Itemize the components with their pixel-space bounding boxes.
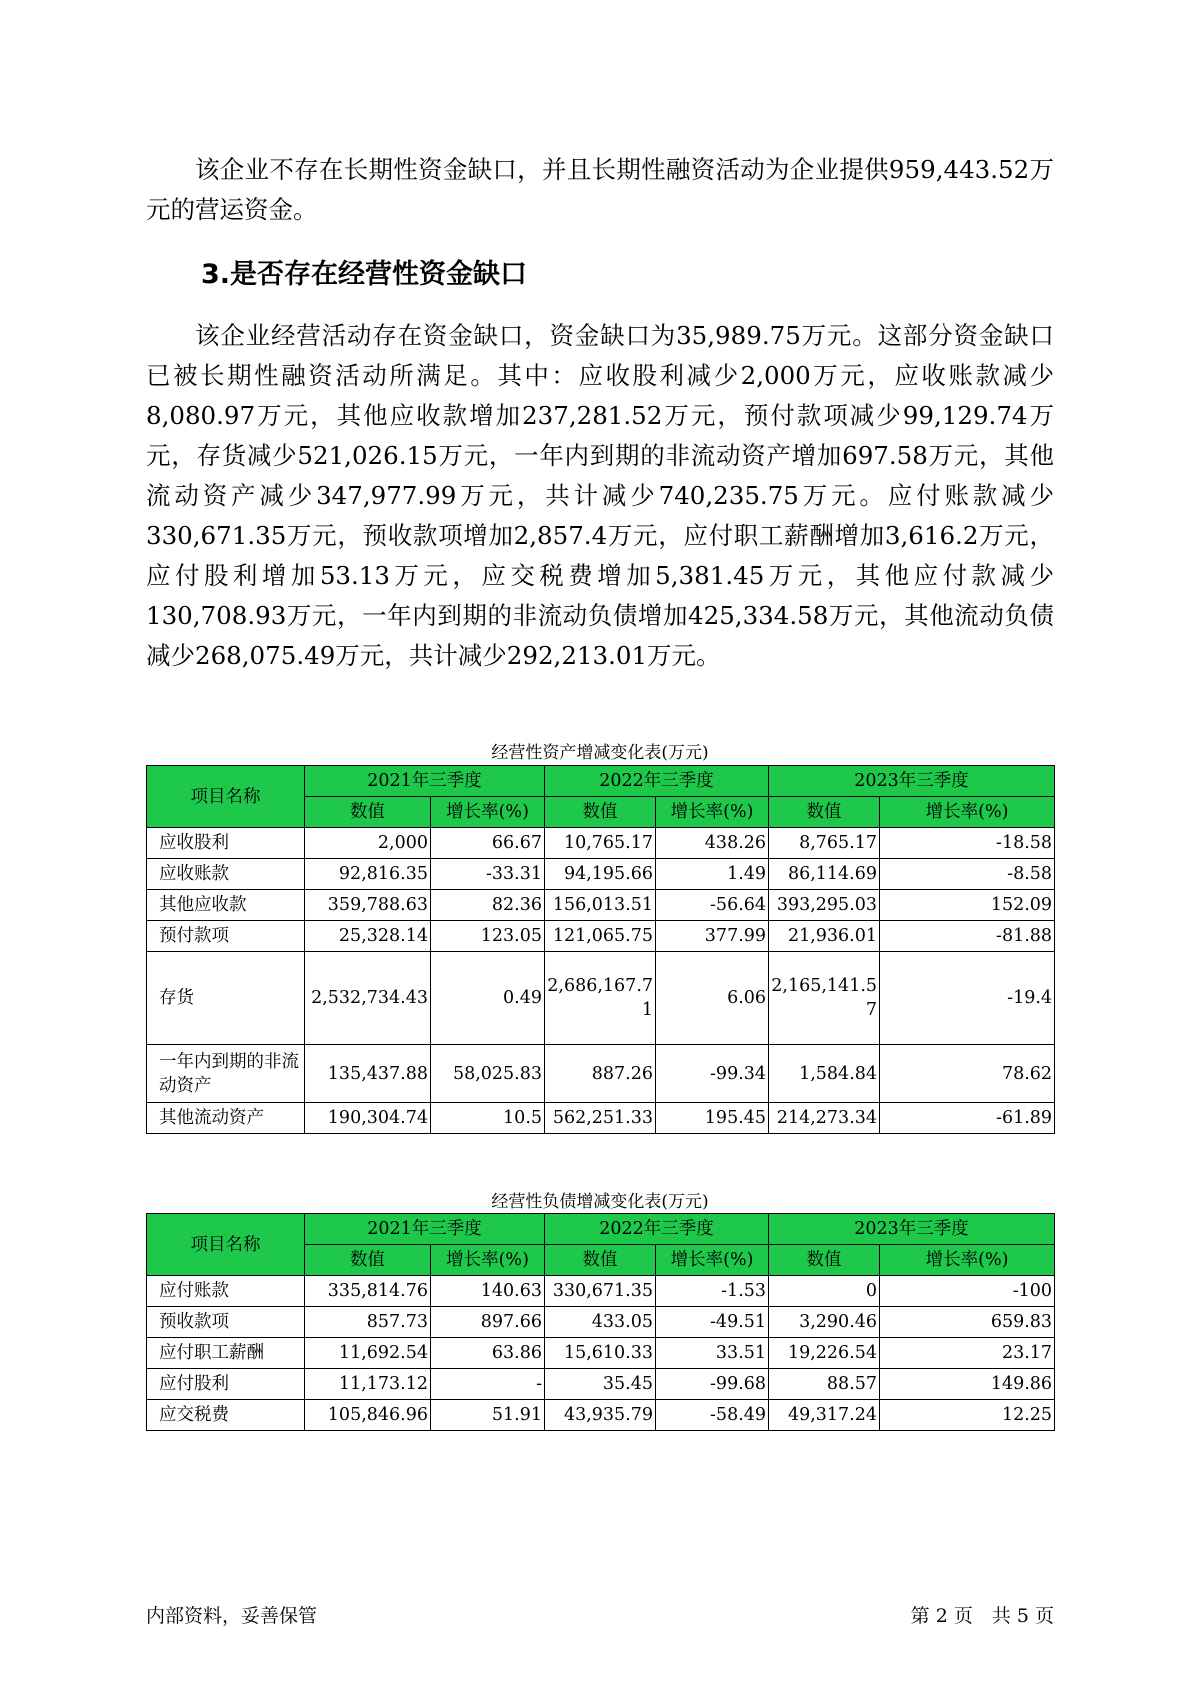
- table-row: [147, 828, 1055, 859]
- row-label: 应交税费: [147, 1400, 305, 1431]
- row-label: 应收股利: [147, 828, 305, 859]
- row-label: 预付款项: [147, 921, 305, 952]
- row-label: 其他流动资产: [147, 1103, 305, 1134]
- value-cell: 19,226.54: [769, 1338, 880, 1369]
- header-period-2023: 2023年三季度: [769, 766, 1055, 797]
- table-row: [147, 1369, 1055, 1400]
- rate-cell: -99.68: [656, 1369, 769, 1400]
- rate-cell: -56.64: [656, 890, 769, 921]
- value-cell: 359,788.63: [305, 890, 431, 921]
- value-cell: 11,692.54: [305, 1338, 431, 1369]
- value-cell: 2,686,167.71: [545, 952, 656, 1045]
- value-cell: 156,013.51: [545, 890, 656, 921]
- value-cell: 8,765.17: [769, 828, 880, 859]
- value-cell: 190,304.74: [305, 1103, 431, 1134]
- row-label: 应收账款: [147, 859, 305, 890]
- header-period-2022: 2022年三季度: [545, 1214, 769, 1245]
- header-value: 数值: [769, 1245, 880, 1276]
- rate-cell: 78.62: [880, 1045, 1055, 1103]
- header-rate: 增长率(%): [880, 1245, 1055, 1276]
- rate-cell: 0.49: [431, 952, 545, 1045]
- header-value: 数值: [545, 1245, 656, 1276]
- value-cell: 857.73: [305, 1307, 431, 1338]
- rate-cell: 152.09: [880, 890, 1055, 921]
- value-cell: 3,290.46: [769, 1307, 880, 1338]
- header-item-name: 项目名称: [147, 1214, 305, 1276]
- value-cell: 0: [769, 1276, 880, 1307]
- table1-caption: 经营性资产增减变化表(万元): [491, 743, 709, 763]
- value-cell: 10,765.17: [545, 828, 656, 859]
- rate-cell: 6.06: [656, 952, 769, 1045]
- value-cell: 49,317.24: [769, 1400, 880, 1431]
- row-label: 应付股利: [147, 1369, 305, 1400]
- header-rate: 增长率(%): [880, 797, 1055, 828]
- header-value: 数值: [545, 797, 656, 828]
- value-cell: 330,671.35: [545, 1276, 656, 1307]
- rate-cell: -100: [880, 1276, 1055, 1307]
- rate-cell: 10.5: [431, 1103, 545, 1134]
- table-row: [147, 1103, 1055, 1134]
- rate-cell: 66.67: [431, 828, 545, 859]
- header-rate: 增长率(%): [431, 1245, 545, 1276]
- rate-cell: 1.49: [656, 859, 769, 890]
- rate-cell: -99.34: [656, 1045, 769, 1103]
- rate-cell: -18.58: [880, 828, 1055, 859]
- rate-cell: -1.53: [656, 1276, 769, 1307]
- value-cell: 887.26: [545, 1045, 656, 1103]
- header-rate: 增长率(%): [656, 797, 769, 828]
- value-cell: 2,165,141.57: [769, 952, 880, 1045]
- row-label: 一年内到期的非流动资产: [147, 1045, 305, 1103]
- rate-cell: -: [431, 1369, 545, 1400]
- value-cell: 105,846.96: [305, 1400, 431, 1431]
- header-value: 数值: [305, 1245, 431, 1276]
- header-value: 数值: [769, 797, 880, 828]
- operating-assets-table: [146, 765, 1055, 1134]
- rate-cell: -33.31: [431, 859, 545, 890]
- rate-cell: 12.25: [880, 1400, 1055, 1431]
- value-cell: 25,328.14: [305, 921, 431, 952]
- header-period-2021: 2021年三季度: [305, 766, 545, 797]
- rate-cell: 82.36: [431, 890, 545, 921]
- value-cell: 135,437.88: [305, 1045, 431, 1103]
- table-row: [147, 1400, 1055, 1431]
- row-label: 应付账款: [147, 1276, 305, 1307]
- header-rate: 增长率(%): [431, 797, 545, 828]
- value-cell: 2,000: [305, 828, 431, 859]
- rate-cell: 438.26: [656, 828, 769, 859]
- rate-cell: 23.17: [880, 1338, 1055, 1369]
- value-cell: 88.57: [769, 1369, 880, 1400]
- table-row: [147, 859, 1055, 890]
- rate-cell: 58,025.83: [431, 1045, 545, 1103]
- value-cell: 335,814.76: [305, 1276, 431, 1307]
- value-cell: 121,065.75: [545, 921, 656, 952]
- value-cell: 433.05: [545, 1307, 656, 1338]
- table-row: [147, 890, 1055, 921]
- value-cell: 86,114.69: [769, 859, 880, 890]
- value-cell: 15,610.33: [545, 1338, 656, 1369]
- header-value: 数值: [305, 797, 431, 828]
- paragraph-operating-gap: 该企业经营活动存在资金缺口，资金缺口为35,989.75万元。这部分资金缺口已被长期性融资活动所满足。其中：应收股利减少2,000万元，应收账款减少8,080.97万元，其他应收款增加237,281.52万元，预付款项减少99,129.74万元，存货减少521,026.15万元，一年内到期的非流动资产增加697.58万元，其他流动资产减少347,977.99万元，共计减少740,235.75万元。应付账款减少330,671.35万元，预收款项增加2,857.4万元，应付职工薪酬增加3,616.2万元，应付股利增加53.13万元，应交税费增加5,381.45万元，其他应付款减少130,708.93万元，一年内到期的非流动负债增加425,334.58万元，其他流动负债减少268,075.49万元，共计减少292,213.01万元。: [146, 321, 1054, 670]
- rate-cell: -49.51: [656, 1307, 769, 1338]
- table2-caption: 经营性负债增减变化表(万元): [491, 1192, 709, 1212]
- footer-confidential-note: 内部资料，妥善保管: [146, 1605, 318, 1627]
- value-cell: 393,295.03: [769, 890, 880, 921]
- value-cell: 562,251.33: [545, 1103, 656, 1134]
- table-row: [147, 921, 1055, 952]
- row-label: 存货: [147, 952, 305, 1045]
- value-cell: 1,584.84: [769, 1045, 880, 1103]
- value-cell: 2,532,734.43: [305, 952, 431, 1045]
- header-period-2021: 2021年三季度: [305, 1214, 545, 1245]
- row-label: 预收款项: [147, 1307, 305, 1338]
- rate-cell: -19.4: [880, 952, 1055, 1045]
- header-period-2022: 2022年三季度: [545, 766, 769, 797]
- section-heading: 3.是否存在经营性资金缺口: [201, 259, 528, 290]
- row-label: 应付职工薪酬: [147, 1338, 305, 1369]
- rate-cell: 659.83: [880, 1307, 1055, 1338]
- rate-cell: 63.86: [431, 1338, 545, 1369]
- value-cell: 43,935.79: [545, 1400, 656, 1431]
- rate-cell: 377.99: [656, 921, 769, 952]
- rate-cell: -61.89: [880, 1103, 1055, 1134]
- value-cell: 94,195.66: [545, 859, 656, 890]
- header-item-name: 项目名称: [147, 766, 305, 828]
- table-row: [147, 1338, 1055, 1369]
- paragraph-long-term-gap: 该企业不存在长期性资金缺口，并且长期性融资活动为企业提供959,443.52万元的营运资金。: [146, 155, 1054, 224]
- footer-page-number: 第 2 页 共 5 页: [910, 1605, 1054, 1627]
- table-row: [147, 1307, 1055, 1338]
- table-row: [147, 952, 1055, 1045]
- rate-cell: -8.58: [880, 859, 1055, 890]
- operating-liabilities-table: [146, 1213, 1055, 1431]
- rate-cell: -58.49: [656, 1400, 769, 1431]
- header-rate: 增长率(%): [656, 1245, 769, 1276]
- value-cell: 11,173.12: [305, 1369, 431, 1400]
- value-cell: 21,936.01: [769, 921, 880, 952]
- rate-cell: 33.51: [656, 1338, 769, 1369]
- rate-cell: -81.88: [880, 921, 1055, 952]
- rate-cell: 140.63: [431, 1276, 545, 1307]
- rate-cell: 149.86: [880, 1369, 1055, 1400]
- table-row: [147, 1276, 1055, 1307]
- rate-cell: 123.05: [431, 921, 545, 952]
- value-cell: 35.45: [545, 1369, 656, 1400]
- value-cell: 214,273.34: [769, 1103, 880, 1134]
- rate-cell: 897.66: [431, 1307, 545, 1338]
- table-row: [147, 1045, 1055, 1103]
- value-cell: 92,816.35: [305, 859, 431, 890]
- rate-cell: 195.45: [656, 1103, 769, 1134]
- row-label: 其他应收款: [147, 890, 305, 921]
- header-period-2023: 2023年三季度: [769, 1214, 1055, 1245]
- rate-cell: 51.91: [431, 1400, 545, 1431]
